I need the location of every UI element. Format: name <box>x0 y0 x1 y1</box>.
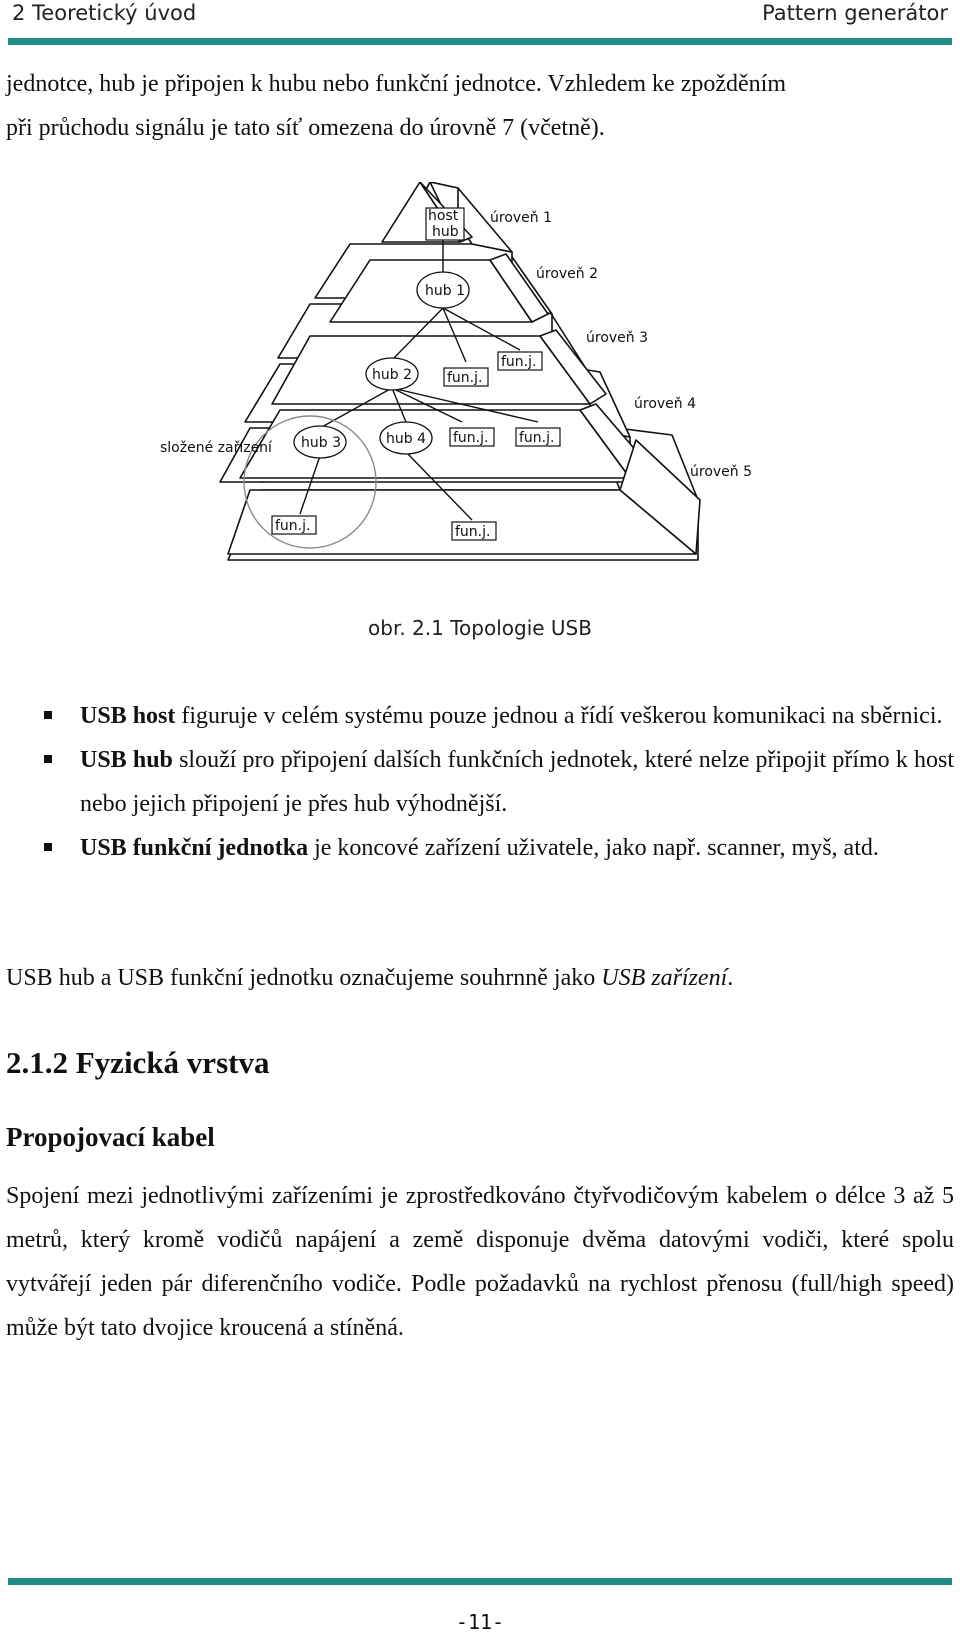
host-label: host <box>428 208 459 224</box>
bullet-square-icon <box>44 843 52 851</box>
level-2-label: úroveň 2 <box>536 266 599 282</box>
pyramid-diagram <box>160 182 800 582</box>
body-paragraph: Spojení mezi jednotlivými zařízeními je zprostředkováno čtyřvodičovým kabelem o délce 3 až 5 metrů, který kromě vodičů napájení a země disponuje dvěma datovými vodiči, které spolu vytvářejí jeden pár diferenčního vodiče. Podle požadavků na rychlost přenosu (full/high speed) může být tato dvojice kroucená a stíněná. <box>6 1183 954 1341</box>
list-item <box>40 826 954 870</box>
term-usb-host: USB host <box>80 703 176 729</box>
section-heading: 2.1.2 Fyzická vrstva <box>6 1045 270 1080</box>
intro-line-2: při průchodu signálu je tato síť omezena do úrovně 7 (včetně). <box>6 115 605 141</box>
definition-usb-hub: slouží pro připojení dalších funkčních jednotek, které nelze připojit přímo k host nebo jejich připojení je přes hub výhodnější. <box>80 747 954 817</box>
list-item <box>40 738 954 826</box>
host-hub-label: hub <box>432 224 459 240</box>
hub-4-label: hub 4 <box>386 431 426 447</box>
subsection-heading: Propojovací kabel <box>6 1122 215 1152</box>
fun-label-2: fun.j. <box>447 370 483 386</box>
definition-usb-host: figuruje v celém systému pouze jednou a řídí veškerou komunikaci na sběrnici. <box>175 703 943 729</box>
bullet-square-icon <box>44 755 52 763</box>
composite-device-label: složené zařízení <box>160 440 272 456</box>
level-4-label: úroveň 4 <box>634 396 697 412</box>
summary-end: . <box>727 965 734 991</box>
term-usb-function: USB funkční jednotka <box>80 835 309 861</box>
level-1-label: úroveň 1 <box>490 210 553 226</box>
definition-list <box>40 694 954 870</box>
definition-usb-function: je koncové zařízení uživatele, jako např. scanner, myš, atd. <box>308 835 879 861</box>
footer-rule <box>8 1578 952 1585</box>
fun-label-5: fun.j. <box>275 518 311 534</box>
fun-label-3: fun.j. <box>453 430 489 446</box>
list-item <box>40 694 954 738</box>
hub-1-label: hub 1 <box>425 283 465 299</box>
bullet-square-icon <box>44 711 52 719</box>
fun-label-1: fun.j. <box>501 354 537 370</box>
hub-2-label: hub 2 <box>372 367 412 383</box>
level-5-label: úroveň 5 <box>690 464 753 480</box>
fun-label-4: fun.j. <box>519 430 555 446</box>
header-rule <box>8 38 952 45</box>
running-header-chapter: 2 Teoretický úvod <box>12 1 197 25</box>
intro-paragraph <box>6 62 954 150</box>
running-header-title: Pattern generátor <box>762 1 948 25</box>
summary-emphasis: USB zařízení <box>601 965 728 991</box>
usb-topology-figure <box>160 182 800 582</box>
summary-paragraph <box>6 956 954 1000</box>
fun-label-6: fun.j. <box>455 524 491 540</box>
term-usb-hub: USB hub <box>80 747 173 773</box>
intro-line-1: jednotce, hub je připojen k hubu nebo funkční jednotce. Vzhledem ke zpožděním <box>6 71 786 97</box>
summary-text: USB hub a USB funkční jednotku označujeme souhrnně jako <box>6 965 602 991</box>
figure-caption: obr. 2.1 Topologie USB <box>368 616 592 640</box>
hub-3-label: hub 3 <box>301 435 341 451</box>
page-number: -11- <box>455 1610 505 1634</box>
level-3-label: úroveň 3 <box>586 330 649 346</box>
